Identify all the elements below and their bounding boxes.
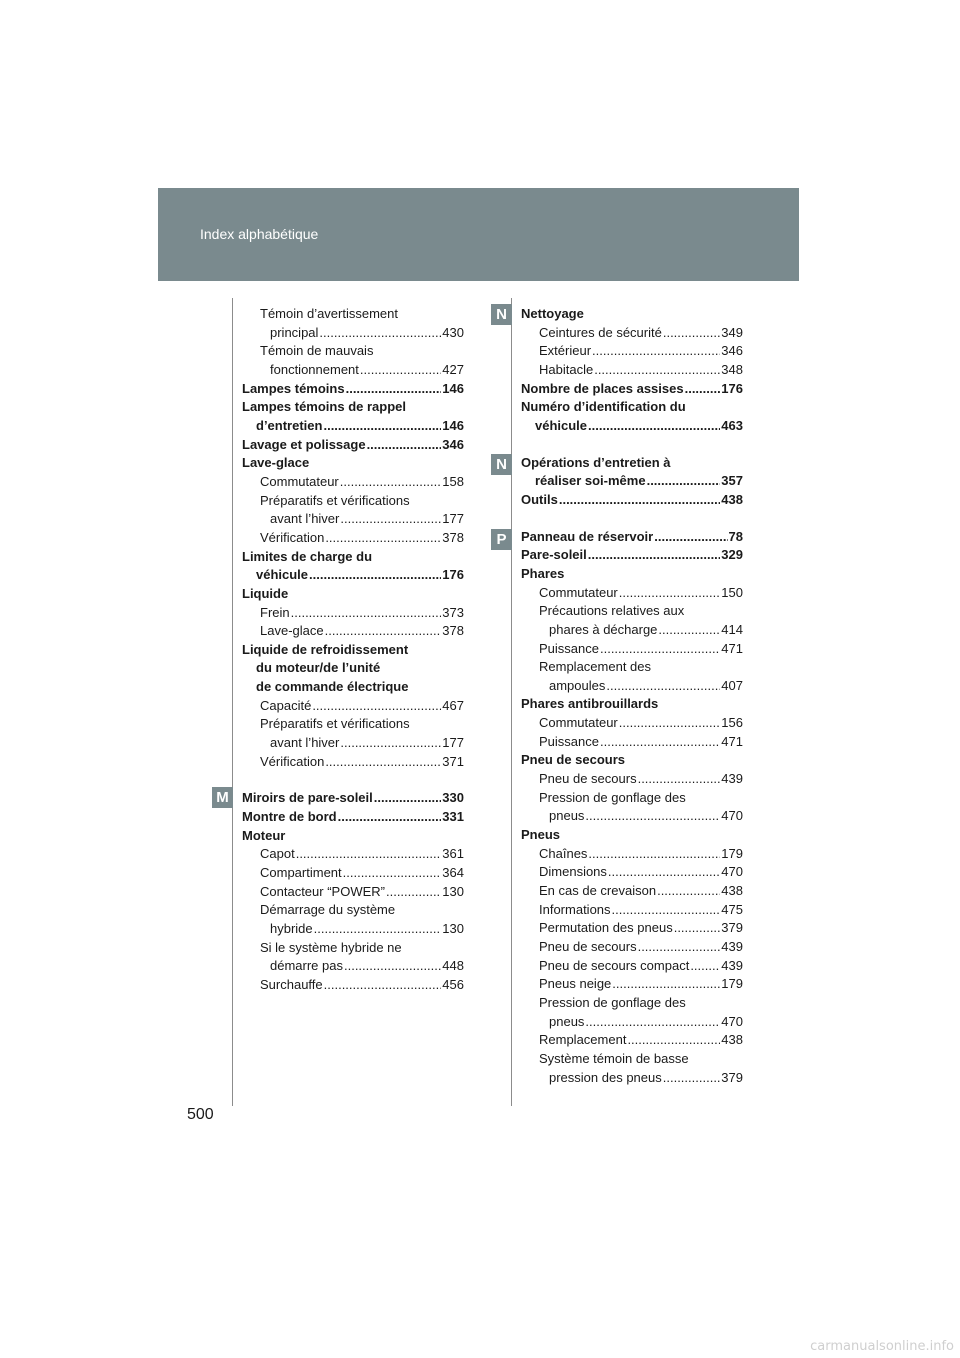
- index-entry: En cas de crevaison ..... 438: [521, 882, 743, 901]
- index-entry: Opérations d’entretien à réaliser soi-même ..... 357: [521, 454, 743, 491]
- index-entry: Témoin de mauvais fonctionnement ..... 427: [242, 342, 464, 379]
- index-entry: Pneu de secours ..... 439: [521, 938, 743, 957]
- index-entry: Nettoyage: [521, 306, 584, 321]
- letter-tab-n: N: [491, 454, 512, 475]
- right-rule: [511, 298, 512, 1106]
- index-entry: Démarrage du système hybride ..... 130: [242, 901, 464, 938]
- index-entry: Lave-glace ..... 378: [242, 622, 464, 641]
- left-rule: [232, 298, 233, 1106]
- index-entry: Remplacement ..... 438: [521, 1031, 743, 1050]
- index-entry: Miroirs de pare-soleil ..... 330: [242, 789, 464, 808]
- index-entry: Moteur: [242, 827, 286, 843]
- index-entry: Phares antibrouillards: [521, 696, 659, 712]
- index-entry: Commutateur ..... 158: [242, 473, 464, 492]
- header-band: [158, 188, 799, 281]
- index-entry: Pare-soleil ..... 329: [521, 546, 743, 565]
- index-entry: Lavage et polissage ..... 346: [242, 436, 464, 455]
- index-entry: Liquide: [242, 585, 289, 601]
- watermark: carmanualsonline.info: [810, 1339, 954, 1354]
- index-entry: Vérification ..... 378: [242, 529, 464, 548]
- index-entry: Phares: [521, 565, 565, 581]
- index-entry: Système témoin de basse pression des pneus ..... 379: [521, 1050, 743, 1087]
- section-title: Index alphabétique: [200, 226, 319, 242]
- index-column-left: [242, 305, 464, 995]
- index-entry: Lampes témoins de rappel d’entretien ..... 146: [242, 398, 464, 435]
- index-entry: Commutateur ..... 156: [521, 714, 743, 733]
- page-number: 500: [187, 1106, 214, 1123]
- index-entry: Limites de charge du véhicule ..... 176: [242, 548, 464, 585]
- index-entry: Lave-glace: [242, 455, 310, 471]
- index-entry: Lampes témoins ..... 146: [242, 380, 464, 399]
- letter-tab-p: P: [491, 529, 512, 550]
- index-entry: Si le système hybride ne démarre pas ..... 448: [242, 939, 464, 976]
- letter-tab-n: N: [491, 304, 512, 325]
- index-entry: Montre de bord ..... 331: [242, 808, 464, 827]
- index-entry: Préparatifs et vérifications avant l’hiver ..... 177: [242, 715, 464, 752]
- index-entry: Outils ..... 438: [521, 491, 743, 510]
- index-entry: Surchauffe ..... 456: [242, 976, 464, 995]
- index-entry: Capot ..... 361: [242, 845, 464, 864]
- index-entry: Pression de gonflage des pneus ..... 470: [521, 994, 743, 1031]
- letter-tab-m: M: [212, 787, 233, 808]
- index-entry: Préparatifs et vérifications avant l’hiver ..... 177: [242, 492, 464, 529]
- index-entry: Pneus neige ..... 179: [521, 975, 743, 994]
- index-entry: Chaînes ..... 179: [521, 845, 743, 864]
- index-entry: Capacité ..... 467: [242, 697, 464, 716]
- index-entry: Pneu de secours: [521, 752, 626, 768]
- index-entry: Puissance ..... 471: [521, 733, 743, 752]
- index-entry: Panneau de réservoir ..... 78: [521, 528, 743, 547]
- index-entry: Permutation des pneus ..... 379: [521, 919, 743, 938]
- index-entry: Frein ..... 373: [242, 604, 464, 623]
- index-column-right: [521, 305, 743, 1087]
- index-entry: Numéro d’identification du véhicule ..... 463: [521, 398, 743, 435]
- index-entry: Pneus: [521, 827, 561, 843]
- index-entry: Dimensions ..... 470: [521, 863, 743, 882]
- index-entry: Contacteur “POWER” ..... 130: [242, 883, 464, 902]
- index-entry: Liquide de refroidissement du moteur/de l’unité de commande électrique: [242, 641, 409, 695]
- index-entry: Remplacement des ampoules ..... 407: [521, 658, 743, 695]
- index-entry: Ceintures de sécurité ..... 349: [521, 324, 743, 343]
- index-entry: Pression de gonflage des pneus ..... 470: [521, 789, 743, 826]
- index-entry: Puissance ..... 471: [521, 640, 743, 659]
- index-entry: Habitacle ..... 348: [521, 361, 743, 380]
- index-entry: Nombre de places assises ..... 176: [521, 380, 743, 399]
- index-entry: Vérification ..... 371: [242, 753, 464, 772]
- index-entry: Extérieur ..... 346: [521, 342, 743, 361]
- index-entry: Pneu de secours ..... 439: [521, 770, 743, 789]
- index-entry: Informations ..... 475: [521, 901, 743, 920]
- index-entry: Témoin d’avertissement principal ..... 430: [242, 305, 464, 342]
- index-entry: Précautions relatives aux phares à décharge ..... 414: [521, 602, 743, 639]
- index-entry: Commutateur ..... 150: [521, 584, 743, 603]
- index-entry: Pneu de secours compact ..... 439: [521, 957, 743, 976]
- index-entry: Compartiment ..... 364: [242, 864, 464, 883]
